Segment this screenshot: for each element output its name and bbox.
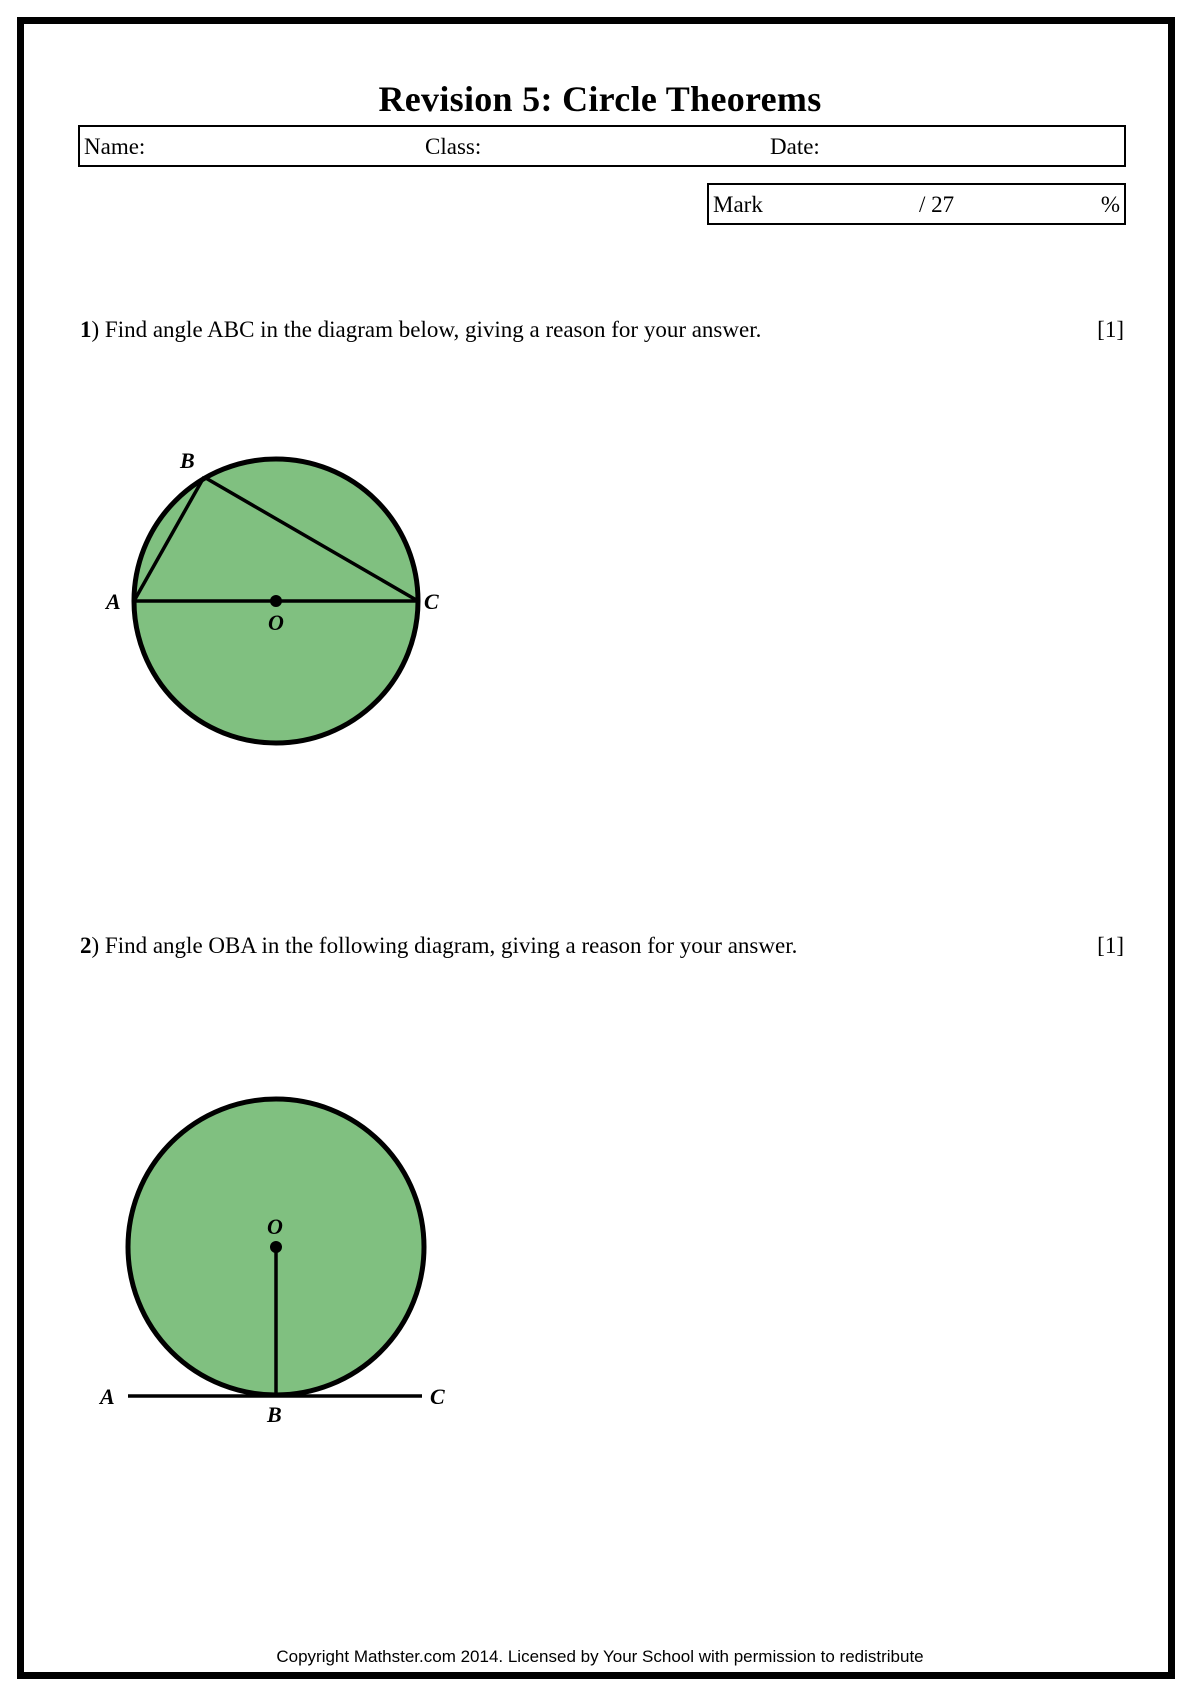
date-label: Date:: [770, 134, 820, 159]
label-c-2: C: [430, 1384, 445, 1409]
centre-point-2: [270, 1241, 282, 1253]
question-number: 1: [80, 317, 92, 342]
label-b-2: B: [267, 1402, 282, 1427]
question-marks: [1]: [1097, 933, 1124, 958]
label-c: C: [424, 589, 439, 614]
question-number: 2: [80, 933, 92, 958]
question-text: ) Find angle ABC in the diagram below, giving a reason for your answer.: [91, 317, 762, 342]
label-b: B: [180, 448, 195, 473]
class-label: Class:: [425, 134, 482, 159]
label-a: A: [106, 589, 121, 614]
copyright-footer: Copyright Mathster.com 2014. Licensed by Your School with permission to redistribute: [276, 1647, 924, 1666]
mark-total: / 27: [919, 192, 955, 217]
mark-percent: %: [1100, 192, 1120, 217]
label-a-2: A: [100, 1384, 115, 1409]
name-label: Name:: [84, 134, 146, 159]
label-o-2: O: [267, 1214, 283, 1239]
question-2: [80, 933, 1124, 959]
centre-point: [270, 595, 282, 607]
label-o: O: [268, 610, 284, 635]
page-title: Revision 5: Circle Theorems: [378, 79, 822, 119]
question-marks: [1]: [1097, 317, 1124, 342]
question-text: ) Find angle OBA in the following diagram, giving a reason for your answer.: [91, 933, 798, 958]
mark-label: Mark: [713, 192, 763, 217]
